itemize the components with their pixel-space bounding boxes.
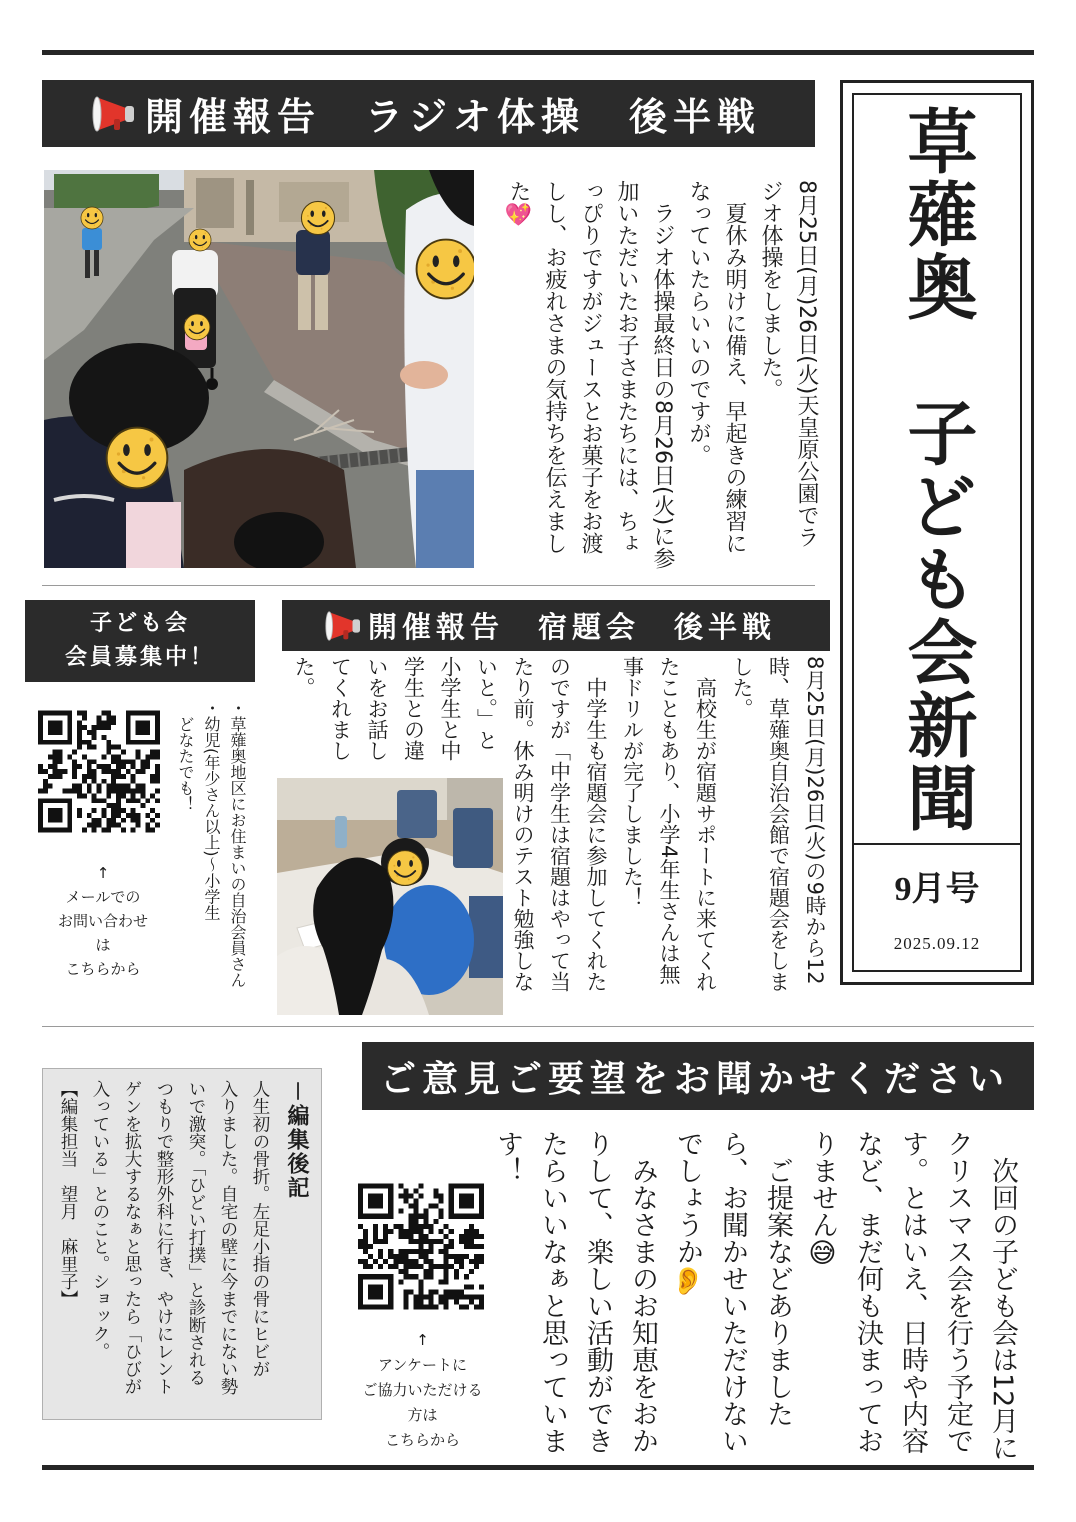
article-line: 中学生も宿題会に参加してくれた [584,656,608,992]
caption-line: は [95,936,111,954]
editor-note-line: 人生初の骨折。左足小指の骨にヒビが [250,1080,270,1378]
editor-signature: 【編集担当 望月 麻里子】 [58,1080,78,1308]
editor-note-body [52,1080,316,1412]
megaphone-icon [325,609,365,643]
megaphone-icon [92,94,140,134]
editor-note-line: 入っている」とのこと。ショック。 [90,1080,110,1360]
qr-code-mail [38,710,160,833]
chair [453,808,493,868]
article-line: た。 [292,656,316,698]
bullet-line: ・草薙奥地区にお住まいの自治会員さん [228,700,247,988]
smiley-face-icon [81,207,103,229]
article-line: す。とはいえ、日時や内容 [897,1130,928,1454]
article-line: みなさまのお知恵をおか [627,1130,658,1454]
qr-mail-caption [30,861,176,981]
child-bending-figure [184,449,356,568]
radio-report-body [500,180,824,575]
bottom-rule [42,1465,1034,1470]
article-line: たらいいなぁと思っていま [537,1130,568,1454]
qr-code-survey [358,1183,484,1310]
bullet-line: どなたでも！ [176,700,195,812]
article-line: っぴりですがジュースとお菓子をお渡 [578,180,603,554]
article-line: 8月25日(月)26日(火)天皇原公園でラ [794,180,819,549]
article-line: 8月25日(月)26日(火)の9時から12 [803,656,827,985]
homework-report-heading [282,600,830,651]
article-line: でしょうか👂 [672,1130,703,1298]
small-child-figure [126,502,181,568]
article-line: 事ドリルが完了しました！ [620,656,645,908]
homework-session-photo [277,778,503,1015]
editor-note-line: つもりで整形外科に行き、やけにレント [154,1080,174,1395]
issue-date: 2025.09.12 [893,934,981,953]
article-line: たこともあり、小学4年生さんは無 [657,656,681,985]
editor-note-line: 入りました。自宅の壁に今までにない勢 [218,1080,238,1395]
issue-label: 9月号 [894,871,980,908]
caption-line: アンケートに [377,1356,468,1374]
article-line: なっていたらいいのですが。 [686,180,711,466]
editor-note-line: いで激突。「ひどい打撲」と診断される [186,1080,206,1387]
article-line: 小学生と中 [438,656,462,761]
article-line: 次回の子ども会は12月に [987,1130,1018,1462]
caption-line: メールでの [65,888,141,906]
smiley-face-icon [301,201,334,234]
smiley-face-icon [107,428,168,489]
masthead-divider [852,843,1022,845]
radio-exercise-photo [44,170,474,568]
feedback-heading [362,1042,1034,1110]
caption-line: 方は [407,1406,438,1424]
recruitment-title-line: 子ども会 [89,611,190,636]
caption-line: こちらから [384,1431,460,1449]
article-line: ラジオ体操最終日の8月26日(火)に参 [650,180,675,570]
article-line: 高校生が宿題サポートに来てくれ [693,656,718,992]
up-arrow: ↑ [96,864,110,882]
homework-report-heading-text: 開催報告 宿題会 後半戦 [368,610,777,644]
recruitment-title-line: 会員募集中！ [64,645,215,670]
radio-report-heading-text: 開催報告 ラジオ体操 後半戦 [145,95,762,139]
chair [469,896,503,978]
article-line: 加いただいたお子さまたちには、ちょ [614,180,639,554]
qr-survey-caption [340,1328,505,1453]
article-line: す！ [492,1130,523,1184]
article-line: ら、お聞かせいただけない [717,1130,748,1454]
bottle [335,816,347,848]
article-line: てくれまし [328,656,353,761]
boy-right-figure [400,170,474,568]
feedback-heading-text: ご意見ご要望をお聞かせください [380,1058,1011,1100]
smiley-face-icon [417,240,474,299]
chair [397,790,437,838]
newspaper-title: 草薙奥 子ども会新聞 [896,105,978,835]
article-line: など、まだ何も決まってお [852,1130,883,1454]
caption-line: こちらから [65,960,141,978]
article-line: しし、お疲れさまの気持ちを伝えまし [542,180,567,554]
top-rule [42,50,1034,55]
article-line: いをお話し [365,656,389,761]
article-line: いと。」と [474,656,499,751]
section-divider [42,585,815,586]
smiley-face-icon [189,229,211,251]
caption-line: ご協力いただける [362,1381,483,1399]
editor-note-line: ゲンを拡大するなぁと思ったら「ひびが [122,1080,142,1395]
article-line: りして、楽しい活動ができ [582,1130,613,1454]
qr-modules [38,711,160,833]
article-line: した。 [730,656,754,719]
article-line: ご提案などありました [762,1130,793,1427]
article-line: クリスマス会を行う予定で [942,1130,973,1454]
bullet-line: ・幼児(年少さん以上)～小学生 [202,700,221,921]
editor-note-heading: －編集後記 [284,1080,309,1201]
up-arrow: ↑ [416,1331,429,1349]
section-divider [42,1026,1034,1027]
feedback-body [485,1130,1025,1462]
article-line: のですが「中学生は宿題はやって当 [547,656,572,992]
article-line: 学生との違 [401,656,426,761]
article-line: た💖 [506,180,531,229]
article-line: 時、草薙奥自治会館で宿題会をしま [766,656,791,992]
recruitment-heading [25,600,255,682]
article-line: ジオ体操をしました。 [758,180,783,400]
qr-modules [358,1184,484,1310]
recruitment-bullets [172,700,250,1000]
caption-line: お問い合わせ [57,912,148,930]
smiley-face-icon [184,314,210,340]
article-line: たり前。休み明けのテスト勉強しな [511,656,535,992]
smiley-face-icon [388,851,423,886]
article-line: 夏休み明けに備え、早起きの練習に [722,180,747,554]
radio-report-heading [42,80,815,147]
article-line: りません😅 [807,1130,838,1269]
